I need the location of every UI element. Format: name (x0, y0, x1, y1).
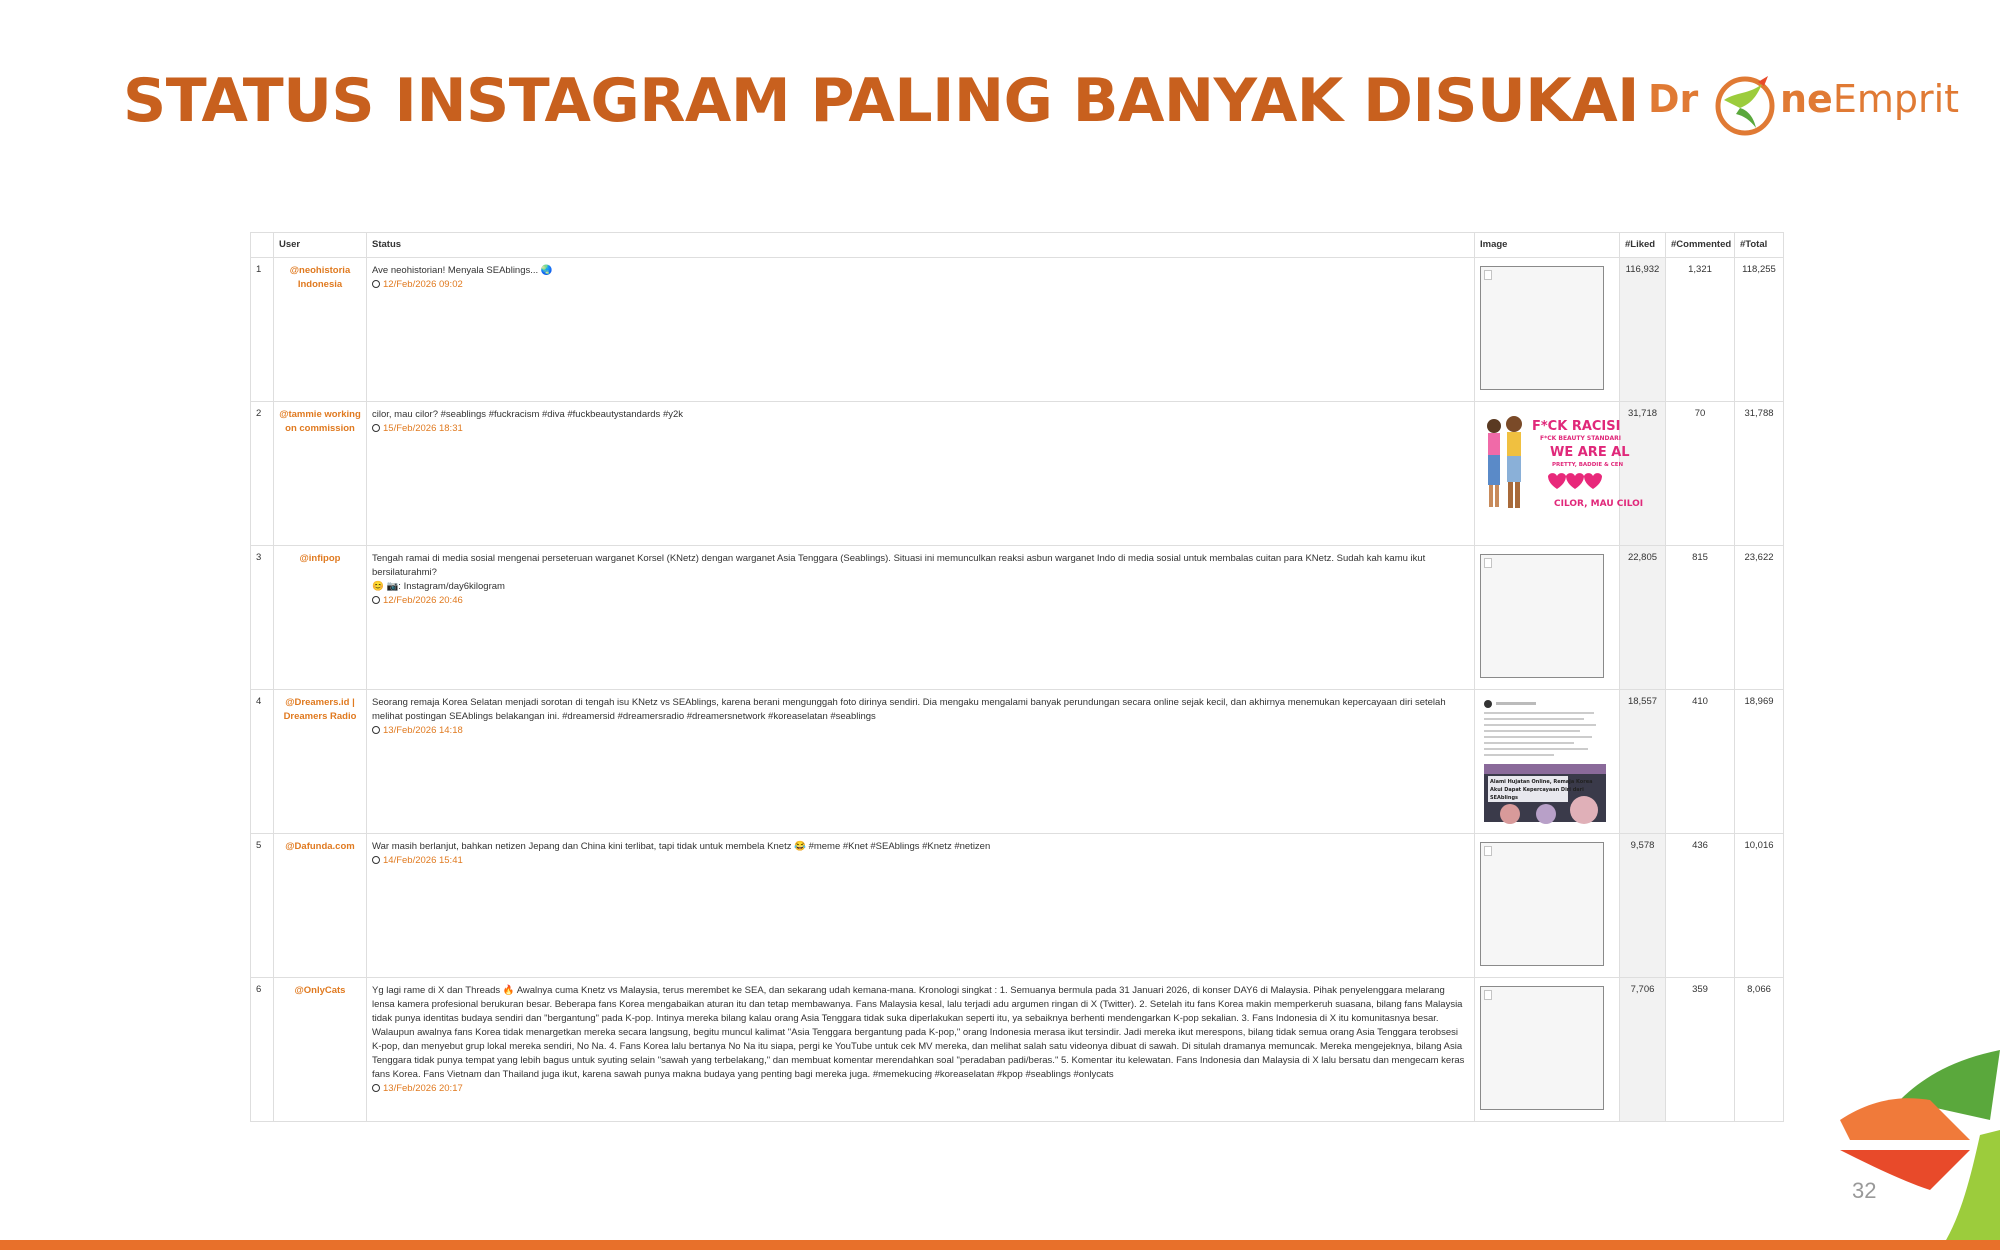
header-no (251, 233, 274, 258)
total-count: 10,016 (1735, 834, 1784, 978)
timestamp-text: 14/Feb/2026 15:41 (383, 855, 463, 866)
row-number: 6 (251, 978, 274, 1122)
clock-icon (372, 726, 380, 734)
commented-count: 436 (1666, 834, 1735, 978)
clock-icon (372, 856, 380, 864)
commented-count: 70 (1666, 402, 1735, 546)
total-count: 31,788 (1735, 402, 1784, 546)
status-cell (367, 834, 1475, 978)
total-count: 18,969 (1735, 690, 1784, 834)
commented-count: 815 (1666, 546, 1735, 690)
image-placeholder[interactable] (1480, 266, 1604, 390)
status-text: Ave neohistorian! Menyala SEAblings... 🌏 (372, 265, 553, 276)
user-link[interactable]: @Dafunda.com (274, 834, 367, 978)
liked-count: 9,578 (1620, 834, 1666, 978)
image-text-line3: WE ARE AL (1550, 445, 1630, 460)
status-cell (367, 978, 1475, 1122)
status-text: Seorang remaja Korea Selatan menjadi sorotan di tengah isu KNetz vs SEAblings, karena berani mengunggah foto dirinya sendiri. Dia mengaku mengalami banyak perundungan secara online sejak kecil, dan akhirnya menemukan kepercayaan diri setelah melihat postingan SEAblings belakangan ini. #dreamersid #dreamersradio #dreamersnetwork #koreaselatan #seablings (372, 697, 1446, 722)
total-count: 8,066 (1735, 978, 1784, 1122)
user-link[interactable]: @neohistoria Indonesia (274, 258, 367, 402)
news-screenshot-image (1480, 698, 1608, 822)
row-number: 4 (251, 690, 274, 834)
bottom-accent-bar (0, 1240, 2000, 1250)
status-cell (367, 258, 1475, 402)
status-cell (367, 546, 1475, 690)
timestamp-link[interactable] (372, 724, 1469, 738)
image-cell (1475, 978, 1620, 1122)
status-cell (367, 690, 1475, 834)
clock-icon (372, 424, 380, 432)
logo-text-emprit (1780, 77, 1960, 121)
timestamp-text: 12/Feb/2026 09:02 (383, 279, 463, 290)
total-count: 118,255 (1735, 258, 1784, 402)
timestamp-text: 13/Feb/2026 14:18 (383, 725, 463, 736)
timestamp-text: 15/Feb/2026 18:31 (383, 423, 463, 434)
table-row (251, 402, 1784, 546)
status-text-line2: 😊 📷: Instagram/day6kilogram (372, 581, 505, 592)
row-number: 1 (251, 258, 274, 402)
table-row (251, 546, 1784, 690)
status-text: War masih berlanjut, bahkan netizen Jepang dan China kini terlibat, tapi tidak untuk membela Knetz 😂 #meme #Knet #SEAblings #Knetz #netizen (372, 841, 991, 852)
image-cell (1475, 690, 1620, 834)
header-image: Image (1475, 233, 1620, 258)
image-text-line5: CILOR, MAU CILOI (1554, 499, 1644, 509)
image-placeholder[interactable] (1480, 554, 1604, 678)
slide-title: STATUS INSTAGRAM PALING BANYAK DISUKAI (123, 66, 1639, 136)
post-image-thumbnail[interactable] (1480, 410, 1644, 534)
news-caption-3: SEAblings (1490, 795, 1519, 801)
logo-text-dr: Dr (1648, 77, 1699, 121)
table-row (251, 978, 1784, 1122)
post-image-thumbnail[interactable] (1480, 698, 1608, 822)
broken-image-icon (1484, 990, 1492, 1000)
news-caption-1: Alami Hujatan Online, Remaja Korea (1490, 779, 1593, 785)
table-row (251, 258, 1784, 402)
leaf-decoration (1820, 1040, 2000, 1250)
status-cell (367, 402, 1475, 546)
image-cell (1475, 258, 1620, 402)
status-text: Yg lagi rame di X dan Threads 🔥 Awalnya cuma Knetz vs Malaysia, terus merembet ke SEA, dan sekarang udah kemana-mana. Kronologi singkat : 1. Semuanya bermula pada 31 Januari 2026, di konser DAY6 di Malaysia. Pihak penyelenggara melarang lensa kamera profesional berukuran besar. Beberapa fans Korea mengabaikan aturan itu dan tetap membawanya. Fans Malaysia kesal, lalu terjadi adu argumen ringan di X (Twitter). 2. Setelah itu fans Korea makin memperkeruh suasana, bilang fans Malaysia tidak punya identitas budaya sendiri dan "bergantung" pada K-pop. Intinya mereka bilang kalau orang Asia Tenggara tidak suka diperlakukan seperti itu, ya sebaiknya berhenti mendengarkan K-pop sekalian. 3. Fans Indonesia di X itu komunitasnya besar. Walaupun awalnya fans Korea tidak menargetkan mereka secara langsung, begitu muncul kalimat "Asia Tenggara bergantung pada K-pop," orang Indonesia merasa ikut tersindir. Jadi mereka ikut merespons, bilang tidak semua orang Asia Tenggara terobsesi K-pop, dan menyebut grup lokal mereka sendiri, No Na. 4. Fans Korea lalu bertanya No Na itu siapa, pergi ke YouTube untuk cek MV mereka, dan melihat salah satu videonya dibuat di sawah. Di situlah dramanya memuncak. Mereka mengejeknya, bilang Asia Tenggara tidak punya tempat yang lebih bagus untuk syuting selain "sawah yang terbelakang," dan membuat komentar merendahkan soal "peradaban padi/beras." 5. Komentar itu kelewatan. Fans Indonesia dan Malaysia di X lalu bersatu dan mengecam keras fans Korea. Fans Vietnam dan Thailand juga ikut, karena sawah punya makna budaya yang penting bagi mereka juga. #memekucing #koreaselatan #kpop #seablings #onlycats (372, 985, 1465, 1080)
commented-count: 410 (1666, 690, 1735, 834)
table-header-row (251, 233, 1784, 258)
status-table (250, 232, 1784, 1122)
header-liked[interactable]: #Liked (1620, 233, 1666, 258)
commented-count: 1,321 (1666, 258, 1735, 402)
clock-icon (372, 1084, 380, 1092)
liked-count: 7,706 (1620, 978, 1666, 1122)
user-link[interactable]: @Dreamers.id | Dreamers Radio (274, 690, 367, 834)
broken-image-icon (1484, 846, 1492, 856)
liked-count: 22,805 (1620, 546, 1666, 690)
image-placeholder[interactable] (1480, 986, 1604, 1110)
user-link[interactable]: @infipop (274, 546, 367, 690)
table-row (251, 690, 1784, 834)
clock-icon (372, 280, 380, 288)
header-user[interactable]: User (274, 233, 367, 258)
liked-count: 116,932 (1620, 258, 1666, 402)
header-status[interactable]: Status (367, 233, 1475, 258)
drone-emprit-logo (1648, 70, 1960, 142)
image-text-line2: F*CK BEAUTY STANDARI (1540, 435, 1621, 442)
broken-image-icon (1484, 270, 1492, 280)
row-number: 3 (251, 546, 274, 690)
status-text: cilor, mau cilor? #seablings #fuckracism #diva #fuckbeautystandards #y2k (372, 409, 684, 420)
header-commented[interactable]: #Commented (1666, 233, 1735, 258)
timestamp-link[interactable] (372, 1082, 1469, 1096)
user-link[interactable]: @OnlyCats (274, 978, 367, 1122)
timestamp-link[interactable] (372, 278, 1469, 292)
drone-bird-icon (1710, 70, 1780, 140)
news-caption-2: Akui Dapat Kepercayaan Diri dari (1490, 787, 1584, 793)
timestamp-link[interactable] (372, 594, 1469, 608)
cartoon-girls-image (1480, 410, 1644, 534)
page-number: 32 (1852, 1178, 1877, 1203)
row-number: 2 (251, 402, 274, 546)
timestamp-link[interactable] (372, 854, 1469, 868)
header-total[interactable]: #Total (1735, 233, 1784, 258)
user-link[interactable]: @tammie working on commission (274, 402, 367, 546)
table-row (251, 834, 1784, 978)
image-placeholder[interactable] (1480, 842, 1604, 966)
total-count: 23,622 (1735, 546, 1784, 690)
timestamp-text: 12/Feb/2026 20:46 (383, 595, 463, 606)
image-text-line4: PRETTY, BADDIE & CEN (1552, 462, 1624, 468)
logo-text-ne: ne (1780, 77, 1833, 121)
timestamp-text: 13/Feb/2026 20:17 (383, 1083, 463, 1094)
status-table-container (250, 232, 1776, 1125)
status-text: Tengah ramai di media sosial mengenai perseteruan warganet Korsel (KNetz) dengan warganet Asia Tenggara (Seablings). Situasi ini memunculkan reaksi asbun warganet Indo di media sosial untuk membalas cuitan para KNetz. Sudah kah kamu ikut bersilaturahmi? (372, 553, 1426, 578)
image-cell (1475, 834, 1620, 978)
image-cell (1475, 546, 1620, 690)
timestamp-link[interactable] (372, 422, 1469, 436)
liked-count: 18,557 (1620, 690, 1666, 834)
broken-image-icon (1484, 558, 1492, 568)
image-text-line1: F*CK RACISI (1532, 419, 1621, 434)
clock-icon (372, 596, 380, 604)
liked-count: 31,718 (1620, 402, 1666, 546)
logo-text-emprit-word: Emprit (1832, 77, 1960, 121)
commented-count: 359 (1666, 978, 1735, 1122)
row-number: 5 (251, 834, 274, 978)
